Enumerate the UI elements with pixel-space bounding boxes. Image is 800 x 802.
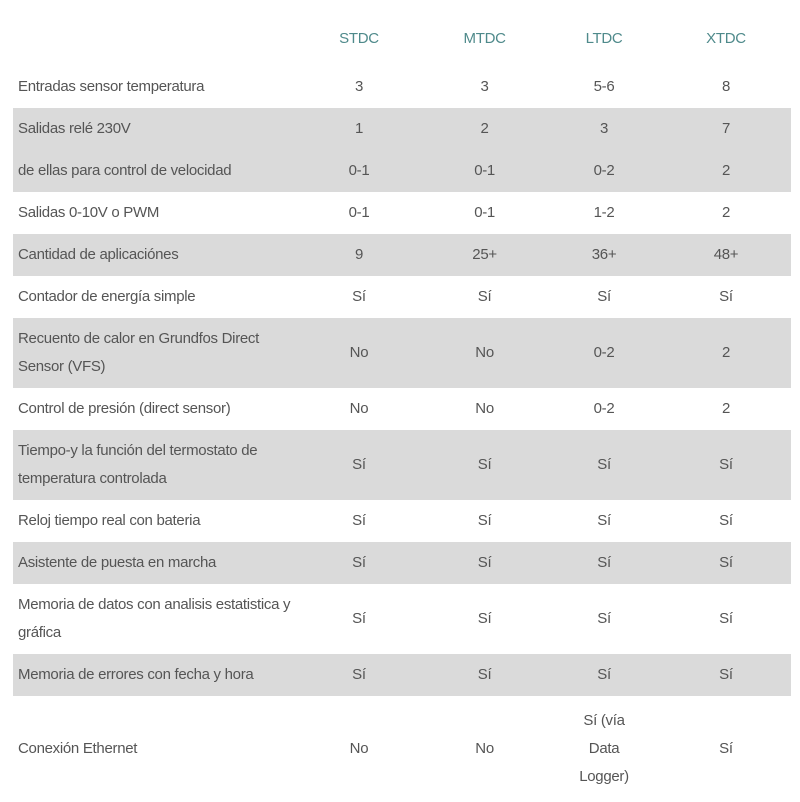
cell-xtdc: 8 <box>721 78 730 95</box>
row-label: Cantidad de aplicaciónes <box>13 234 296 276</box>
cell-ltdc: 5-6 <box>593 78 615 95</box>
row-label: Entradas sensor temperatura <box>18 78 205 95</box>
cell-ltdc: 3 <box>547 108 661 150</box>
cell-stdc: 9 <box>296 234 422 276</box>
table-row <box>13 584 791 654</box>
table-row <box>13 66 791 108</box>
cell-xtdc: Sí <box>719 512 733 529</box>
cell-mtdc: Sí <box>422 430 547 500</box>
table-row <box>13 388 791 430</box>
table-row <box>13 696 791 802</box>
cell-mtdc: 2 <box>422 108 547 150</box>
cell-mtdc: No <box>475 400 494 417</box>
row-label: Recuento de calor en Grundfos Direct Sensor (VFS) <box>13 318 296 388</box>
cell-stdc: 1 <box>296 108 422 150</box>
cell-stdc: Sí <box>296 542 422 584</box>
table-row <box>13 192 791 234</box>
cell-stdc: No <box>349 740 369 757</box>
row-label: Conexión Ethernet <box>18 740 138 757</box>
row-label: Reloj tiempo real con bateria <box>18 512 201 529</box>
cell-xtdc: Sí <box>719 288 733 305</box>
cell-ltdc: Sí <box>597 610 611 627</box>
cell-stdc: Sí <box>352 288 366 305</box>
row-label: Tiempo-y la función del termostato de temperatura controlada <box>13 430 296 500</box>
cell-mtdc: No <box>422 318 547 388</box>
cell-xtdc: 2 <box>661 150 791 192</box>
cell-xtdc: 2 <box>721 400 730 417</box>
cell-stdc: 3 <box>354 78 363 95</box>
cell-ltdc: 0-2 <box>593 400 615 417</box>
header-mtdc: MTDC <box>463 30 506 47</box>
cell-mtdc: 3 <box>480 78 489 95</box>
header-xtdc: XTDC <box>706 30 746 47</box>
cell-stdc: Sí <box>296 430 422 500</box>
row-label: Asistente de puesta en marcha <box>13 542 296 584</box>
cell-stdc: Sí <box>296 654 422 696</box>
cell-xtdc: Sí <box>719 740 733 757</box>
comparison-table <box>13 0 791 802</box>
cell-xtdc: Sí <box>719 610 733 627</box>
header-row <box>13 0 791 66</box>
cell-ltdc: 0-2 <box>547 318 661 388</box>
cell-ltdc: 1-2 <box>593 204 615 221</box>
row-label: de ellas para control de velocidad <box>13 150 296 192</box>
table-row <box>13 150 791 192</box>
table-row <box>13 500 791 542</box>
cell-mtdc: 25+ <box>422 234 547 276</box>
cell-xtdc: 2 <box>721 204 730 221</box>
cell-xtdc: Sí <box>661 542 791 584</box>
row-label: Salidas relé 230V <box>13 108 296 150</box>
cell-stdc: Sí <box>352 610 366 627</box>
cell-xtdc: 2 <box>661 318 791 388</box>
cell-mtdc: Sí <box>477 610 492 627</box>
table-row <box>13 654 791 696</box>
cell-mtdc: 0-1 <box>474 204 495 221</box>
cell-xtdc: Sí <box>661 654 791 696</box>
cell-stdc: Sí <box>352 512 366 529</box>
cell-mtdc: Sí <box>477 288 492 305</box>
cell-xtdc: 48+ <box>661 234 791 276</box>
cell-ltdc: Sí <box>547 430 661 500</box>
table-row <box>13 542 791 584</box>
header-feature <box>13 0 296 66</box>
row-label: Contador de energía simple <box>18 288 196 305</box>
cell-ltdc: 0-2 <box>547 150 661 192</box>
row-label: Control de presión (direct sensor) <box>18 400 231 417</box>
cell-stdc: 0-1 <box>348 204 370 221</box>
cell-mtdc: Sí <box>477 512 492 529</box>
table-row <box>13 276 791 318</box>
table-row <box>13 318 791 388</box>
table-row <box>13 234 791 276</box>
cell-stdc: No <box>349 400 369 417</box>
cell-mtdc: 0-1 <box>422 150 547 192</box>
cell-xtdc: 7 <box>661 108 791 150</box>
cell-ltdc: Sí (vía Data Logger) <box>579 712 629 785</box>
cell-ltdc: 36+ <box>547 234 661 276</box>
cell-stdc: No <box>296 318 422 388</box>
cell-ltdc: Sí <box>547 654 661 696</box>
cell-xtdc: Sí <box>661 430 791 500</box>
table-row <box>13 430 791 500</box>
cell-ltdc: Sí <box>597 512 611 529</box>
table-row <box>13 108 791 150</box>
cell-ltdc: Sí <box>547 542 661 584</box>
row-label: Memoria de datos con analisis estatistica y gráfica <box>18 596 291 641</box>
cell-stdc: 0-1 <box>296 150 422 192</box>
row-label: Salidas 0-10V o PWM <box>18 204 160 221</box>
cell-mtdc: No <box>475 740 494 757</box>
header-ltdc: LTDC <box>585 30 623 47</box>
cell-mtdc: Sí <box>422 654 547 696</box>
cell-mtdc: Sí <box>422 542 547 584</box>
row-label: Memoria de errores con fecha y hora <box>13 654 296 696</box>
cell-ltdc: Sí <box>597 288 611 305</box>
header-stdc: STDC <box>339 30 379 47</box>
